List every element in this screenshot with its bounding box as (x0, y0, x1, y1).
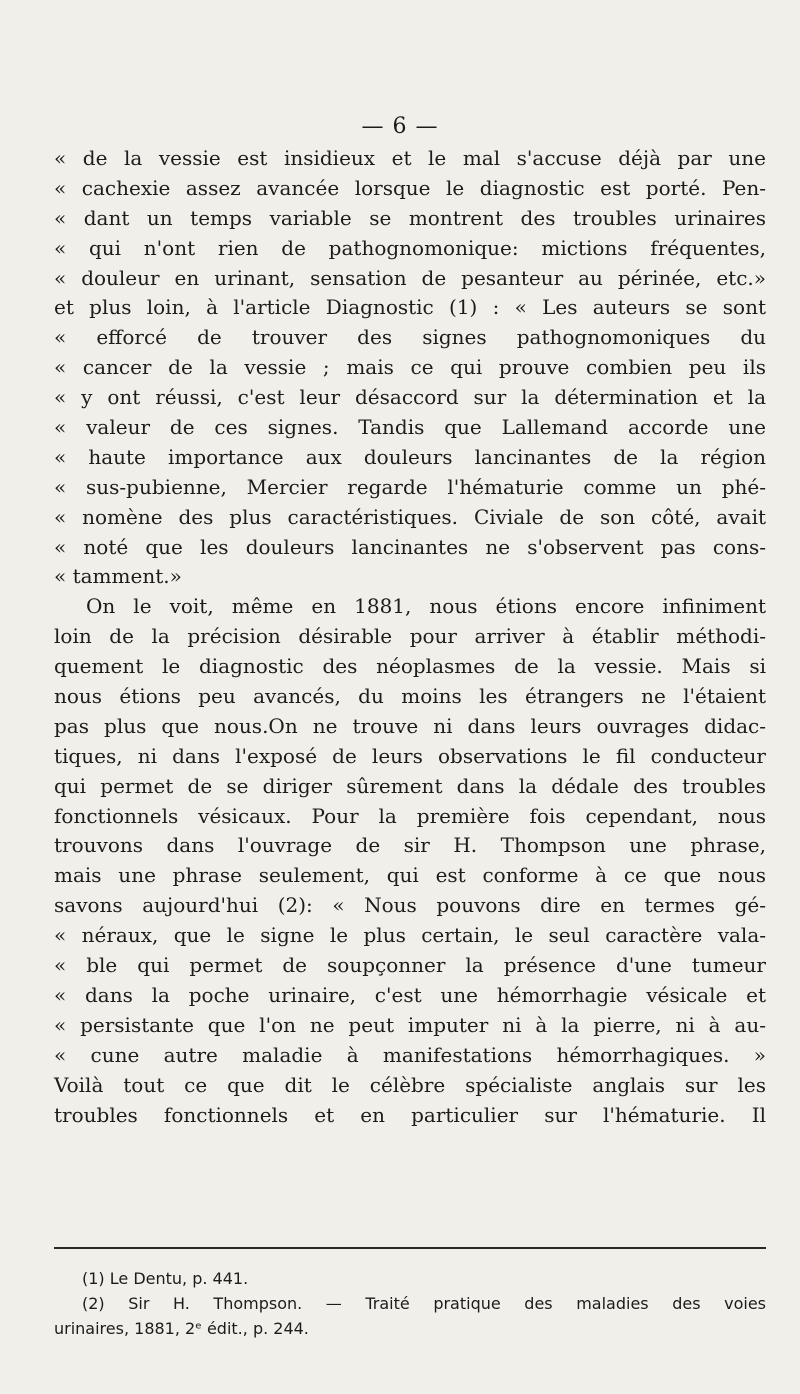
text-line: savons aujourd'hui (2): « Nous pouvons dire en termes gé- (54, 893, 766, 918)
text-line: « néraux, que le signe le plus certain, le seul caractère vala- (54, 923, 766, 948)
text-line: loin de la précision désirable pour arriver à établir méthodi- (54, 624, 766, 649)
footnote-2-continued: urinaires, 1881, 2ᵉ édit., p. 244. (54, 1319, 309, 1338)
text-line: « noté que les douleurs lancinantes ne s'observent pas cons- (54, 534, 766, 559)
text-line: fonctionnels vésicaux. Pour la première fois cependant, nous (54, 803, 766, 828)
text-line: « persistante que l'on ne peut imputer ni à la pierre, ni à au- (54, 1012, 766, 1037)
text-line: « cachexie assez avancée lorsque le diagnostic est porté. Pen- (54, 175, 766, 200)
text-line: « valeur de ces signes. Tandis que Lallemand accorde une (54, 415, 766, 440)
footnotes (54, 1266, 766, 1341)
footnote-divider (54, 1247, 766, 1249)
text-line: « dans la poche urinaire, c'est une hémorrhagie vésicale et (54, 982, 766, 1007)
footnote-1: (1) Le Dentu, p. 441. (82, 1269, 249, 1288)
text-line: « y ont réussi, c'est leur désaccord sur la détermination et la (54, 385, 766, 410)
text-line: « cune autre maladie à manifestations hémorrhagiques. » (54, 1042, 766, 1067)
text-line: « douleur en urinant, sensation de pesanteur au périnée, etc.» (54, 265, 766, 290)
text-line: « cancer de la vessie ; mais ce qui prouve combien peu ils (54, 355, 766, 380)
text-line: pas plus que nous.On ne trouve ni dans leurs ouvrages didac- (54, 713, 766, 738)
text-line: Voilà tout ce que dit le célèbre spécialiste anglais sur les (54, 1072, 766, 1097)
text-line: et plus loin, à l'article Diagnostic (1) : « Les auteurs se sont (54, 295, 766, 320)
text-line: « sus-pubienne, Mercier regarde l'hématurie comme un phé- (54, 474, 766, 499)
text-line: quement le diagnostic des néoplasmes de la vessie. Mais si (54, 654, 766, 679)
text-line: « nomène des plus caractéristiques. Civiale de son côté, avait (54, 504, 766, 529)
text-line: « qui n'ont rien de pathognomonique: mictions fréquentes, (54, 235, 766, 260)
body-text (54, 144, 766, 1130)
text-line: troubles fonctionnels et en particulier sur l'hématurie. Il (54, 1102, 766, 1127)
text-line: nous étions peu avancés, du moins les étrangers ne l'étaient (54, 684, 766, 709)
page-number: — 6 — (361, 114, 439, 139)
text-line: tiques, ni dans l'exposé de leurs observations le fil conducteur (54, 743, 766, 768)
text-line: « haute importance aux douleurs lancinantes de la région (54, 444, 766, 469)
footnote-2: (2) Sir H. Thompson. — Traité pratique des maladies des voies (82, 1294, 766, 1313)
text-line: trouvons dans l'ouvrage de sir H. Thompson une phrase, (54, 833, 766, 858)
text-line: mais une phrase seulement, qui est conforme à ce que nous (54, 863, 766, 888)
text-line: qui permet de se diriger sûrement dans la dédale des troubles (54, 773, 766, 798)
text-line: « efforcé de trouver des signes pathognomoniques du (54, 325, 766, 350)
text-line: « ble qui permet de soupçonner la présence d'une tumeur (54, 953, 766, 978)
text-line: « dant un temps variable se montrent des troubles urinaires (54, 205, 766, 230)
text-line: On le voit, même en 1881, nous étions encore infiniment (86, 594, 766, 619)
text-line: « tamment.» (54, 564, 182, 589)
text-line: « de la vessie est insidieux et le mal s'accuse déjà par une (54, 146, 766, 170)
